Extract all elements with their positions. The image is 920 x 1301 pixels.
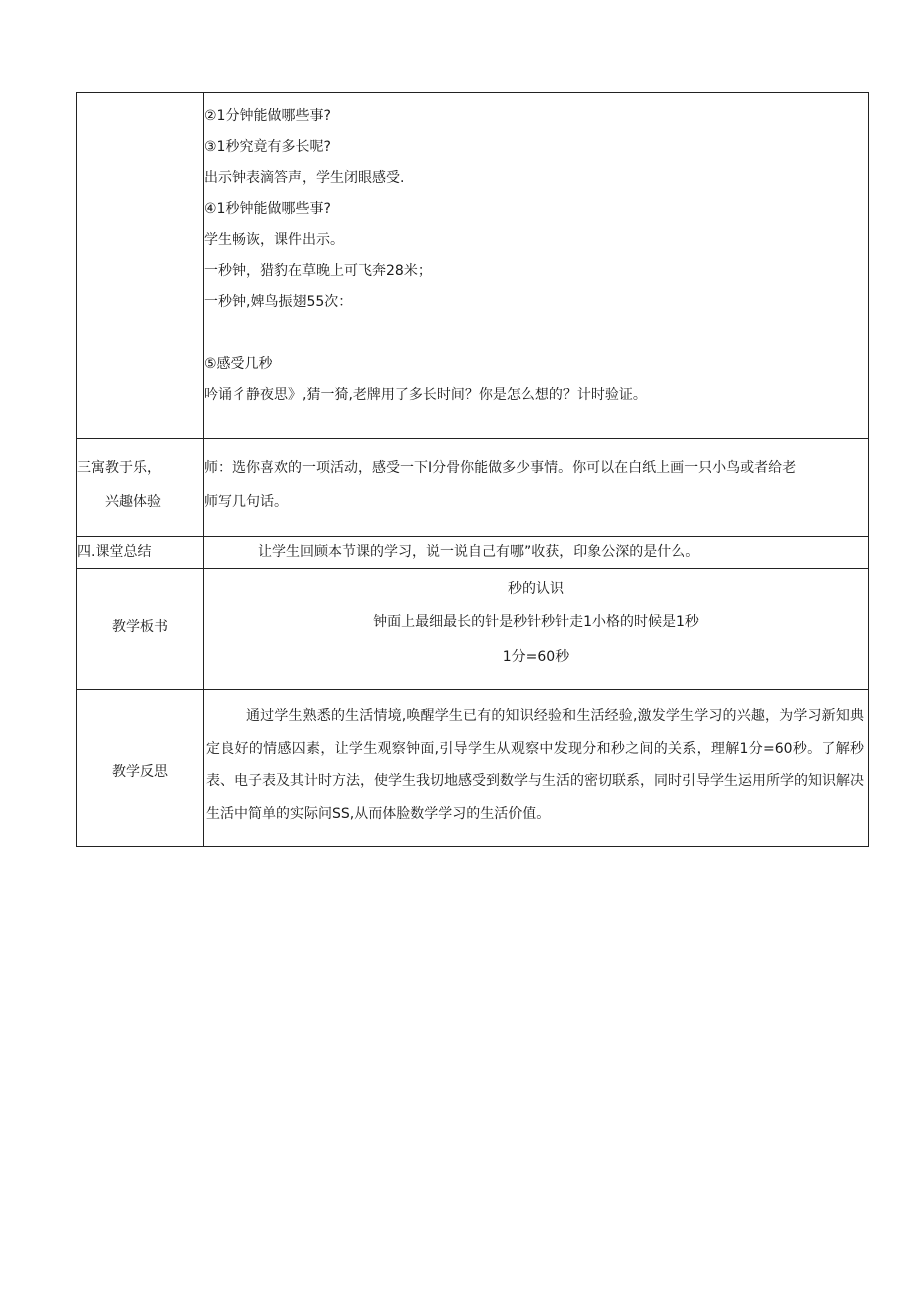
table-row-reflection <box>77 690 869 847</box>
content-line: 一秒钟,婢鸟振翅55次： <box>204 294 353 310</box>
row-content-cell <box>204 537 869 569</box>
row-label-cell <box>77 439 204 537</box>
content-line: 吟诵彳静夜思》,猜一猗,老牌用了多长时间？你是怎么想的？计时验证。 <box>204 387 647 403</box>
content-line: 出示钟表滴答声，学生闭眼感受. <box>204 170 405 186</box>
content-line: 师写几句话。 <box>204 494 288 510</box>
content-line: ④1秒钟能做哪些事? <box>204 201 331 217</box>
content-line: ⑤感受几秒 <box>204 356 273 372</box>
content-line: 师：选你喜欢的一项活动，感受一下I分骨你能做多少事情。你可以在白纸上画一只小鸟或者给老 <box>204 460 797 476</box>
content-line: 一秒钟，猎豹在草晚上可飞奔28米； <box>204 263 432 279</box>
content-line-blank <box>204 318 868 349</box>
board-title: 秒的认识 <box>508 581 564 597</box>
row-content-cell <box>204 569 869 690</box>
content-line: ②1分钟能做哪些事? <box>204 108 331 124</box>
table-row-activities <box>77 93 869 439</box>
table-row-summary <box>77 537 869 569</box>
row-label-cell <box>77 690 204 847</box>
row-label-cell <box>77 537 204 569</box>
row-label-line: 兴趣体验 <box>105 494 161 510</box>
row-content-cell <box>204 690 869 847</box>
row-label: 四.课堂总结 <box>77 544 152 560</box>
row-label: 教学反思 <box>112 764 168 780</box>
content-line: ③1秒究竟有多长呢? <box>204 139 331 155</box>
row-content-cell <box>204 439 869 537</box>
content-line: 让学生回顾本节课的学习，说一说自己有哪”收获，印象公深的是什么。 <box>258 544 700 560</box>
row-label-cell <box>77 569 204 690</box>
content-line: 学生畅诙，课件出示。 <box>204 232 344 248</box>
row-label-cell <box>77 93 204 439</box>
lesson-plan-table <box>76 92 869 847</box>
table-row-fun-learning <box>77 439 869 537</box>
row-label: 教学板书 <box>112 619 168 635</box>
board-line: 1分=60秒 <box>502 649 570 665</box>
board-line: 钟面上最细最长的针是秒针秒针走1小格的时候是1秒 <box>373 614 699 630</box>
reflection-paragraph: 通过学生熟悉的生活情境,唤醒学生已有的知识经验和生活经验,激发学生学习的兴趣，为学习新知典定良好的情感囚素，让学生观察钟面,引导学生从观察中发现分和秒之间的关系，理解1分=60秒。了解秒表、电子表及其计时方法，使学生我切地感受到数学与生活的密切联系，同时引导学生运用所学的知识解决生活中简单的实际问SS,从而体脸数学学习的生活价值。 <box>206 708 864 822</box>
table-row-blackboard <box>77 569 869 690</box>
row-content-cell <box>204 93 869 439</box>
row-label-line: 三寓教于乐， <box>77 460 161 476</box>
